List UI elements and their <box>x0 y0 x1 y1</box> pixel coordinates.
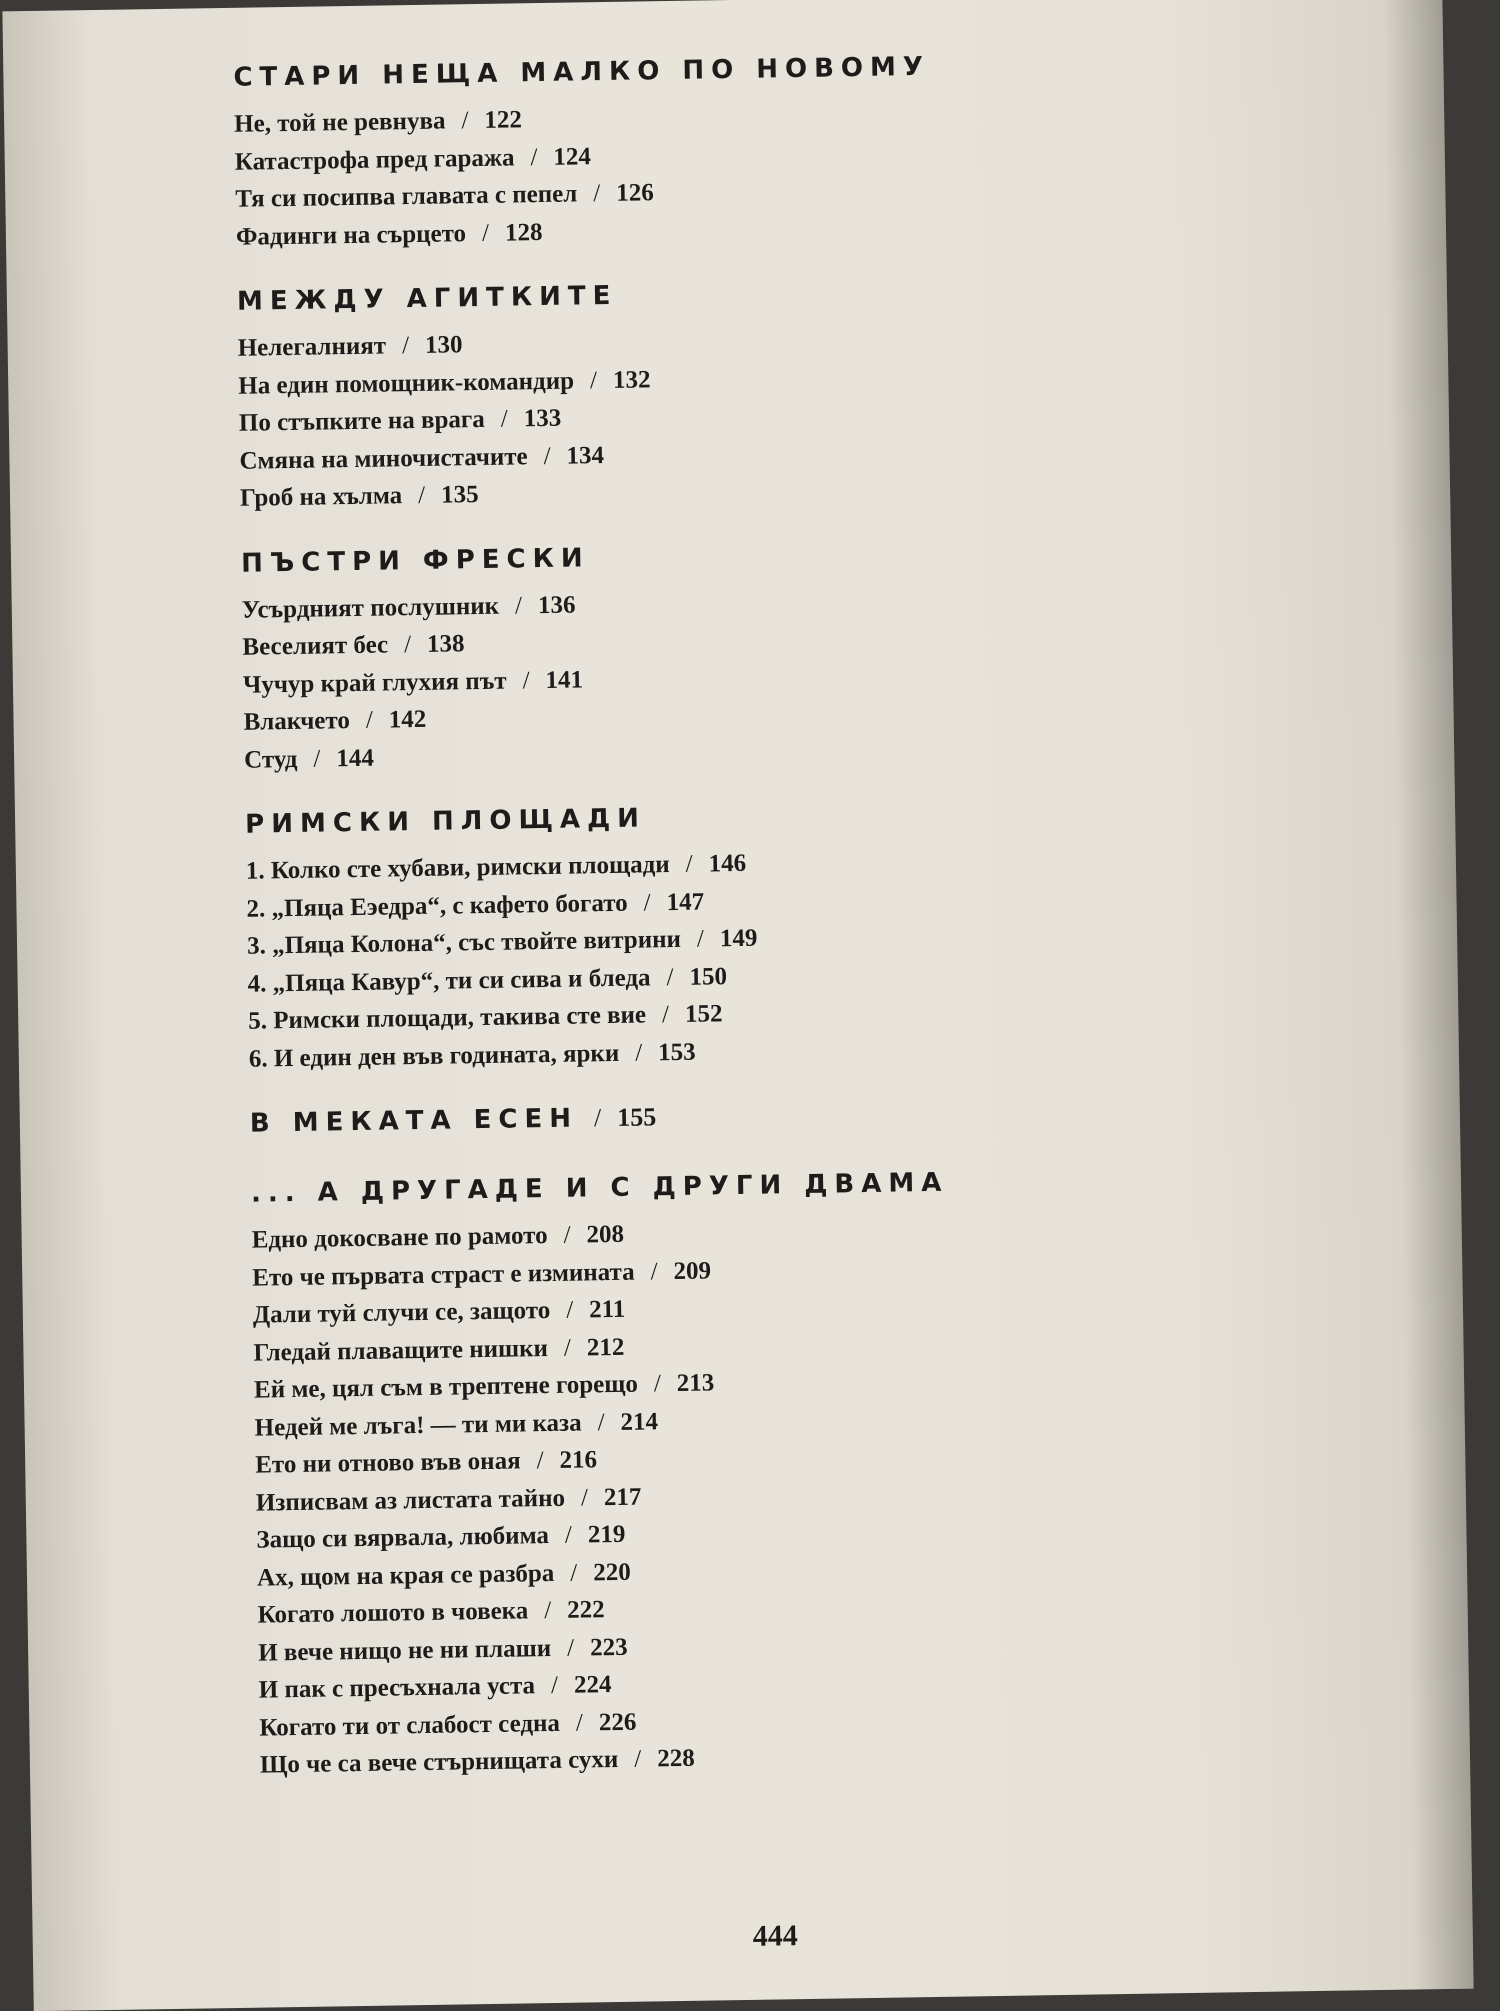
entry-page-number: 217 <box>603 1483 642 1511</box>
table-of-contents <box>233 46 1160 1812</box>
separator: / <box>417 481 426 509</box>
separator: / <box>597 1408 605 1436</box>
separator: / <box>563 1221 571 1249</box>
entry-page-number: 132 <box>612 365 651 394</box>
toc-single-entry <box>250 1092 1150 1142</box>
entry-page-number: 144 <box>336 744 375 772</box>
entry-title: Когато ти от слабост седна <box>259 1709 561 1742</box>
entry-page-number: 147 <box>666 888 705 916</box>
section-title: ПЪСТРИ ФРЕСКИ <box>240 542 590 579</box>
separator: / <box>570 1559 578 1587</box>
entry-title: 5. Римски площади, такива сте вие <box>248 1001 647 1035</box>
entry-page-number: 141 <box>545 665 584 694</box>
entry-page-number: 142 <box>388 705 427 734</box>
separator: / <box>589 366 598 394</box>
separator: / <box>564 1521 573 1549</box>
section-entries <box>251 1208 1160 1785</box>
separator: / <box>650 1257 658 1285</box>
entry-page-number: 138 <box>426 630 465 658</box>
separator: / <box>514 591 523 619</box>
entry-title: Гроб на хълма <box>239 482 403 512</box>
toc-section-last <box>251 1162 1160 1785</box>
toc-section <box>237 270 1141 518</box>
separator: / <box>580 1483 589 1512</box>
separator: / <box>593 1103 602 1133</box>
separator: / <box>566 1634 575 1662</box>
entry-page-number: 226 <box>598 1708 637 1736</box>
entry-page-number: 220 <box>593 1558 631 1586</box>
entry-page-number: 219 <box>587 1520 626 1549</box>
entry-page-number: 136 <box>537 591 576 619</box>
entry-title: 2. „Пяца Еэедра“, с кафето богато <box>246 889 628 923</box>
entry-title: Не, той не ревнува <box>233 107 446 138</box>
entry-title: Веселият бес <box>242 631 389 661</box>
separator: / <box>313 745 321 773</box>
separator: / <box>403 631 412 659</box>
separator: / <box>666 963 674 991</box>
separator: / <box>530 143 538 171</box>
entry-title: И пак с пресъхнала уста <box>258 1672 536 1704</box>
section-title: МЕЖДУ АГИТКИТЕ <box>236 280 618 317</box>
entry-page-number: 209 <box>673 1256 712 1285</box>
separator: / <box>661 1001 670 1029</box>
entry-page-number: 124 <box>553 142 592 171</box>
entry-title: Изписвам аз листата тайно <box>255 1484 566 1517</box>
single-entry-page: 155 <box>616 1102 657 1132</box>
entry-title: Дали туй случи се, защото <box>252 1296 551 1329</box>
section-title: РИМСКИ ПЛОЩАДИ <box>244 803 647 840</box>
separator: / <box>593 180 601 208</box>
separator: / <box>365 706 374 734</box>
entry-title: По стъпките на врага <box>238 405 485 437</box>
single-entry-title: В МЕКАТА ЕСЕН <box>249 1103 579 1139</box>
separator: / <box>565 1296 574 1324</box>
toc-sections <box>233 46 1149 1078</box>
entry-page-number: 208 <box>586 1220 625 1249</box>
entry-title: Нелегалният <box>237 332 387 362</box>
entry-title: 3. „Пяца Колона“, със твойте витрини <box>246 925 682 960</box>
separator: / <box>685 850 693 878</box>
entry-page-number: 130 <box>424 331 463 359</box>
entry-title: Ето ни отново във оная <box>255 1447 521 1479</box>
separator: / <box>550 1671 559 1700</box>
entry-title: Що че са вече стърнищата сухи <box>259 1745 619 1779</box>
toc-section <box>241 531 1145 779</box>
toc-section <box>245 793 1149 1078</box>
separator: / <box>634 1745 642 1773</box>
entry-title: Влакчето <box>243 707 351 736</box>
separator: / <box>401 332 410 360</box>
entry-page-number: 223 <box>589 1633 628 1661</box>
entry-page-number: 152 <box>684 1000 723 1028</box>
entry-title: 4. „Пяца Кавур“, ти си сива и бледа <box>247 963 651 998</box>
entry-page-number: 214 <box>620 1407 659 1436</box>
entry-page-number: 149 <box>719 924 758 953</box>
entry-title: Тя си посипва главата с пепел <box>235 180 578 213</box>
separator: / <box>575 1709 584 1737</box>
entry-title: На един помощник-командир <box>238 367 575 400</box>
entry-page-number: 228 <box>657 1744 695 1773</box>
entry-title: Катастрофа пред гаража <box>234 143 515 176</box>
entry-page-number: 213 <box>676 1369 715 1398</box>
entry-page-number: 134 <box>566 441 605 470</box>
entry-title: Защо си вярвала, любима <box>256 1522 550 1554</box>
entry-title: Когато лошото в човека <box>257 1597 529 1629</box>
entry-title: 1. Колко сте хубави, римски площади <box>245 851 670 885</box>
entry-title: Едно докосване по рамото <box>251 1222 548 1254</box>
entry-page-number: 133 <box>523 404 562 433</box>
entry-title: Гледай плаващите нишки <box>253 1334 549 1367</box>
entry-page-number: 211 <box>588 1295 626 1324</box>
separator: / <box>653 1370 662 1398</box>
entry-title: Чучур край глухия път <box>242 667 507 699</box>
section-title: ... А ДРУГАДЕ И С ДРУГИ ДВАМА <box>250 1167 949 1209</box>
section-title: СТАРИ НЕЩА МАЛКО ПО НОВОМУ <box>233 51 931 93</box>
separator: / <box>522 666 530 694</box>
separator: / <box>536 1447 544 1475</box>
toc-section <box>233 46 1136 256</box>
entry-title: 6. И един ден във годината, ярки <box>248 1039 620 1073</box>
entry-page-number: 150 <box>689 962 728 991</box>
entry-page-number: 126 <box>616 179 654 207</box>
entry-title: Недей ме лъга! — ти ми каза <box>254 1409 582 1442</box>
separator: / <box>543 442 551 470</box>
entry-title: Усърдният послушник <box>241 592 500 624</box>
page-edge-shadow <box>1382 0 1473 1990</box>
separator: / <box>696 925 705 953</box>
entry-title: Смяна на миночистачите <box>239 442 528 475</box>
entry-title: Ах, щом на края се разбра <box>256 1559 555 1592</box>
entry-page-number: 224 <box>573 1671 612 1699</box>
entry-page-number: 135 <box>440 481 479 509</box>
entry-page-number: 222 <box>566 1596 605 1624</box>
separator: / <box>544 1597 552 1625</box>
entry-title: Фадинги на сърцето <box>235 219 467 251</box>
separator: / <box>643 888 651 916</box>
separator: / <box>500 405 508 433</box>
entry-page-number: 146 <box>708 849 747 878</box>
entry-page-number: 212 <box>586 1333 625 1361</box>
separator: / <box>461 107 469 135</box>
entry-page-number: 122 <box>484 106 523 134</box>
entry-title: Студ <box>243 745 298 774</box>
entry-title: Ето че първата страст е измината <box>252 1258 635 1292</box>
separator: / <box>563 1334 572 1362</box>
separator: / <box>481 219 490 247</box>
entry-title: Ей ме, цял съм в трептене горещо <box>253 1370 639 1404</box>
page-number: 444 <box>752 1919 798 1953</box>
entry-page-number: 128 <box>504 218 543 247</box>
entry-page-number: 216 <box>559 1446 598 1474</box>
book-page <box>2 0 1473 2011</box>
entry-title: И вече нищо не ни плаши <box>257 1634 552 1667</box>
separator: / <box>635 1039 643 1067</box>
entry-page-number: 153 <box>657 1038 696 1066</box>
